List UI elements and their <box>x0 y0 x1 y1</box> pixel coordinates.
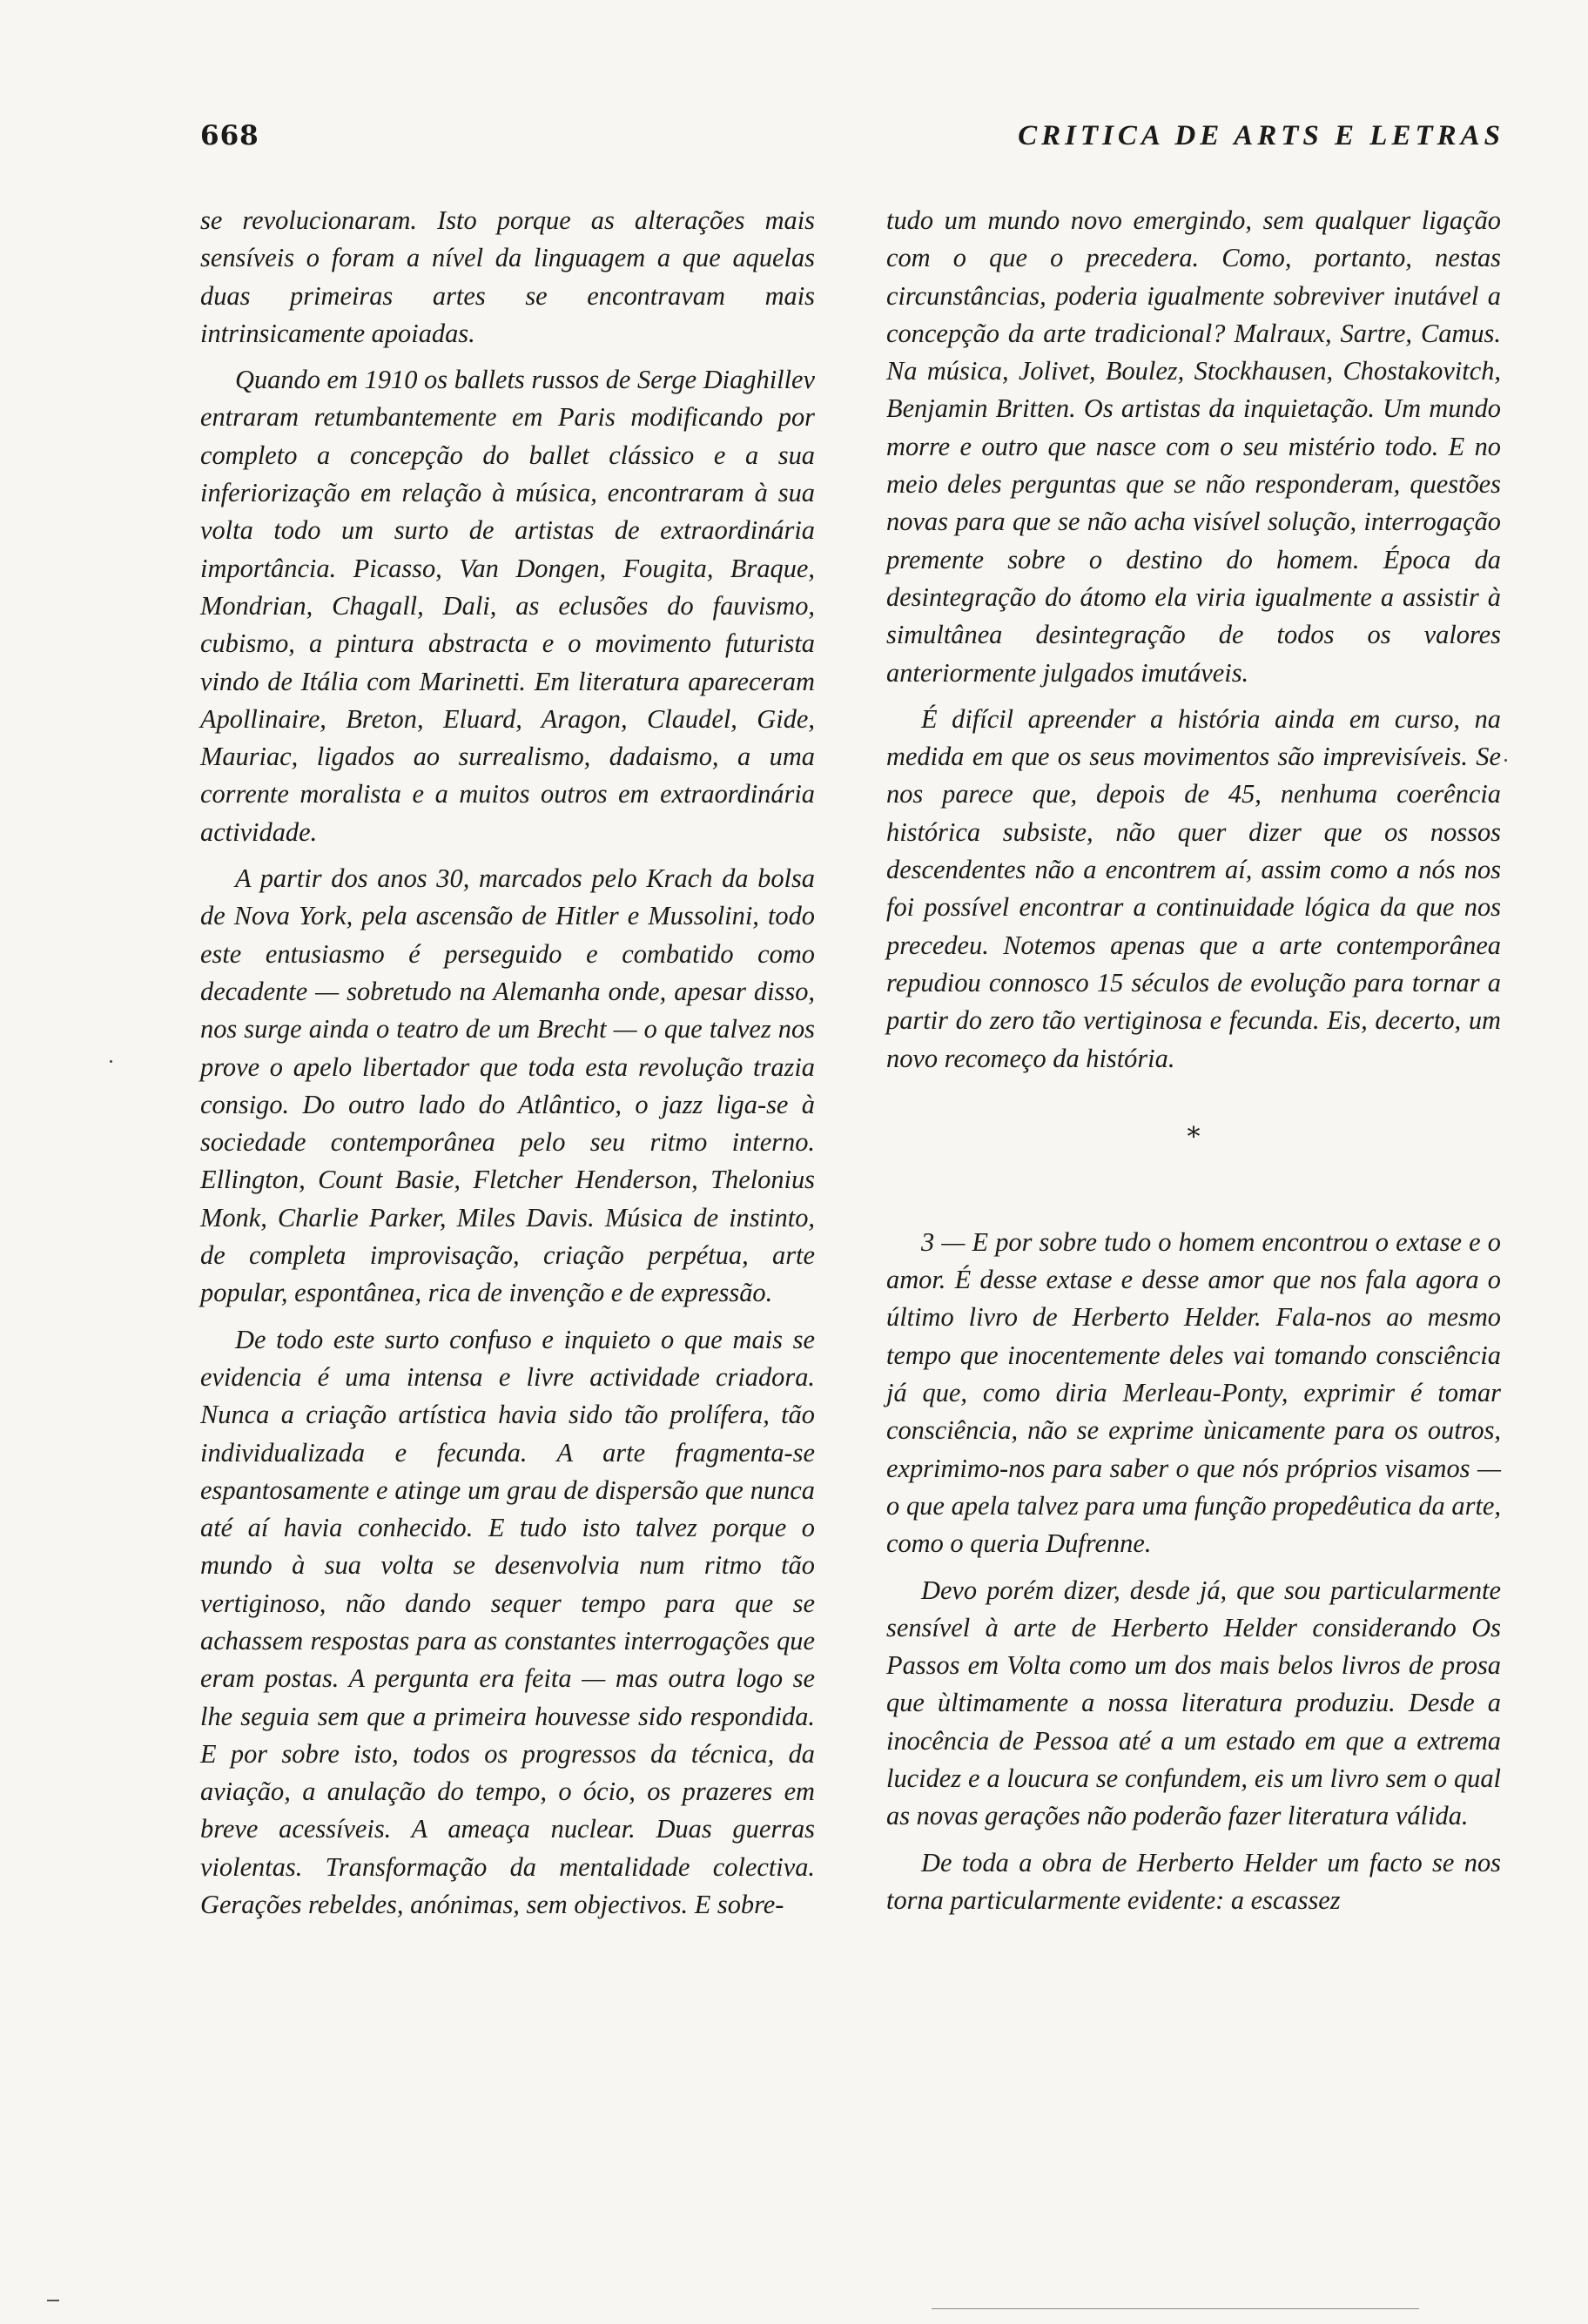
right-column <box>886 202 1501 1928</box>
section-separator: * <box>1187 1121 1201 1152</box>
paragraph: A partir dos anos 30, marcados pelo Krach da bolsa de Nova York, pela ascensão de Hitler e Mussolini, todo este entusiasmo é perseguido e combatido como decadente — sobretudo na Alemanha onde, apesar disso, nos surge ainda o teatro de um Brecht — o que talvez nos prove o apelo libertador que toda esta revolução trazia consigo. Do outro lado do Atlântico, o jazz liga-se à sociedade contemporânea pelo seu ritmo interno. Ellington, Count Basie, Fletcher Henderson, Thelonius Monk, Charlie Parker, Miles Davis. Música de instinto, de completa improvisação, criação perpétua, arte popular, espontânea, rica de invenção e de expressão. <box>200 863 815 1308</box>
paragraph: Quando em 1910 os ballets russos de Serge Diaghillev entraram retumbantemente em Paris modificando por completo a concepção do ballet clássico e a sua inferiorização em relação à música, encontraram à sua volta todo um surto de artistas de extraordinária importância. Picasso, Van Dongen, Fougita, Braque, Mondrian, Chagall, Dali, as eclusões do fauvismo, cubismo, a pintura abstracta e o movimento futurista vindo de Itália com Marinetti. Em literatura apareceram Apollinaire, Breton, Eluard, Aragon, Claudel, Gide, Mauriac, ligados ao surrealismo, dadaismo, a uma corrente moralista e a muitos outros em extraordinária actividade. <box>200 365 815 847</box>
stray-dot <box>110 1060 112 1063</box>
page-number: 668 <box>200 120 259 151</box>
paragraph: De toda a obra de Herberto Helder um facto se nos torna particularmente evidente: a escassez <box>886 1847 1501 1915</box>
bottom-rule <box>932 2308 1419 2309</box>
stray-dot <box>1504 759 1507 762</box>
paragraph: De todo este surto confuso e inquieto o que mais se evidencia é uma intensa e livre actividade criadora. Nunca a criação artística havia sido tão prolífera, tão individualizada e fecunda. A arte fragmenta-se espantosamente e atinge um grau de dispersão que nunca até aí havia conhecido. E tudo isto talvez porque o mundo à sua volta se desenvolvia num ritmo tão vertiginoso, não dando sequer tempo para que se achassem respostas para as constantes interrogações que eram postas. A pergunta era feita — mas outra logo se lhe seguia sem que a primeira houvesse sido respondida. E por sobre isto, todos os progressos da técnica, da aviação, a anulação do tempo, o ócio, os prazeres em breve acessíveis. A ameaça nuclear. Duas guerras violentas. Transformação da mentalidade colectiva. Gerações rebeldes, anónimas, sem objectivos. E sobre- <box>200 1324 815 1920</box>
running-head: CRITICA DE ARTS E LETRAS <box>1018 120 1504 151</box>
paragraph: Devo porém dizer, desde já, que sou particularmente sensível à arte de Herberto Helder considerando Os Passos em Volta como um dos mais belos livros de prosa que ùltimamente a nossa literatura produziu. Desde a inocência de Pessoa até a um estado em que a extrema lucidez e a loucura se confundem, eis um livro sem o qual as novas gerações não poderão fazer literatura válida. <box>886 1575 1501 1831</box>
paragraph: se revolucionaram. Isto porque as alterações mais sensíveis o foram a nível da linguagem a que aquelas duas primeiras artes se encontravam mais intrinsicamente apoiadas. <box>200 205 815 348</box>
left-column <box>200 202 815 1932</box>
paragraph: tudo um mundo novo emergindo, sem qualquer ligação com o que o precedera. Como, portanto, nestas circunstâncias, poderia igualmente sobreviver inutável a concepção da arte tradicional? Malraux, Sartre, Camus. Na música, Jolivet, Boulez, Stockhausen, Chostakovitch, Benjamin Britten. Os artistas da inquietação. Um mundo morre e outro que nasce com o seu mistério todo. E no meio deles perguntas que se não responderam, questões novas para que se não acha visível solução, interrogação premente sobre o destino do homem. Época da desintegração do átomo ela viria igualmente a assistir à simultânea desintegração de todos os valores anteriormente julgados imutáveis. <box>886 205 1501 688</box>
edge-mark <box>47 2300 59 2301</box>
paragraph: É difícil apreender a história ainda em curso, na medida em que os seus movimentos são imprevisíveis. Se nos parece que, depois de 45, nenhuma coerência histórica subsiste, não quer dizer que os nossos descendentes não a encontrem aí, assim como a nós nos foi possível encontrar a continuidade lógica da que nos precedeu. Notemos apenas que a arte contemporânea repudiou connosco 15 séculos de evolução para tornar a partir do zero tão vertiginosa e fecunda. Eis, decerto, um novo recomeço da história. <box>886 703 1501 1073</box>
paragraph: 3 — E por sobre tudo o homem encontrou o extase e o amor. É desse extase e desse amor que nos fala agora o último livro de Herberto Helder. Fala-nos ao mesmo tempo que inocentemente deles vai tomando consciência já que, como diria Merleau-Ponty, exprimir é tomar consciência, não se exprime ùnicamente para os outros, exprimimo-nos para saber o que nós próprios visamos — o que apela talvez para uma função propedêutica da arte, como o queria Dufrenne. <box>886 1226 1501 1559</box>
